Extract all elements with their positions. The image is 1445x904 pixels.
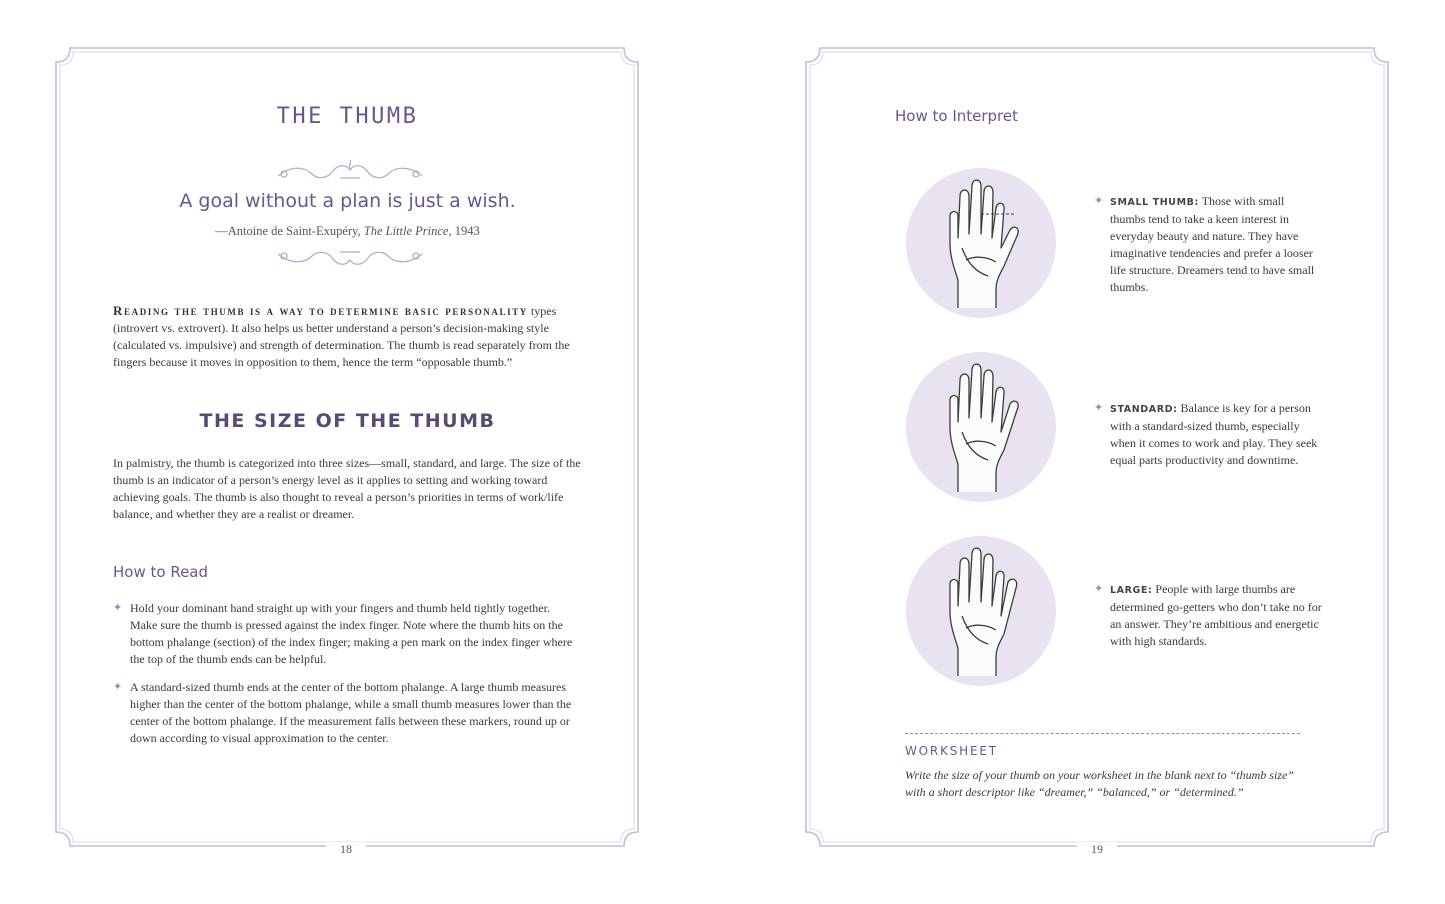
bullet-icon: ✦ bbox=[1094, 195, 1104, 207]
interp-label: STANDARD: bbox=[1110, 404, 1178, 415]
bullet-icon: ✦ bbox=[1094, 583, 1104, 595]
bullet-icon: ✦ bbox=[113, 602, 123, 614]
intro-text: types (introvert vs. extrovert). It also helps us better understand a person’s decision-making style (calculated vs. impulsive) and strength of determination. The thumb is read separately from the fingers because it moves in opposition to them, hence the term “opposable thumb.” bbox=[113, 304, 570, 369]
page-title: THE THUMB bbox=[276, 104, 419, 129]
worksheet-divider bbox=[905, 733, 1300, 734]
attribution-year: , 1943 bbox=[448, 224, 480, 238]
list-item-text: A standard-sized thumb ends at the center of the bottom phalange. A large thumb measures higher than the center of the bottom phalange, while a small thumb measures lower than the center of the bottom phalange. If the measurement falls between these markers, round up or down according to visual approximation to the center. bbox=[130, 680, 572, 745]
interp-text: People with large thumbs are determined go-getters who don’t take no for an answer. They’re ambitious and energetic with high standards. bbox=[1110, 582, 1322, 648]
bullet-icon: ✦ bbox=[113, 681, 123, 693]
size-paragraph: In palmistry, the thumb is categorized into three sizes—small, standard, and large. The size of the thumb is an indicator of a person’s energy level as it applies to setting and working toward achieving goals. The thumb is also thought to reveal a person’s priorities in terms of work/life balance, and whether they are a realist or dreamer. bbox=[113, 456, 581, 521]
list-item-text: Hold your dominant hand straight up with your fingers and thumb held tightly together. Make sure the thumb is pressed against the index finger. Note where the thumb hits on the bottom phalange (section) of the index finger; making a pen mark on the index finger where the top of the thumb ends can be helpful. bbox=[130, 601, 573, 666]
large-thumb-hand-icon bbox=[906, 536, 1056, 686]
standard-thumb-description bbox=[1094, 400, 1322, 469]
bullet-icon: ✦ bbox=[1094, 402, 1104, 414]
list-item bbox=[113, 600, 573, 668]
large-thumb-description bbox=[1094, 581, 1322, 650]
page-number: 18 bbox=[326, 842, 366, 857]
how-to-read-heading: How to Read bbox=[113, 563, 209, 581]
attribution-author: —Antoine de Saint-Exupéry, bbox=[215, 224, 364, 238]
page-number: 19 bbox=[1077, 842, 1117, 857]
attribution-work: The Little Prince bbox=[363, 224, 449, 238]
intro-lead: Reading the thumb is a way to determine basic personality bbox=[113, 303, 528, 318]
top-flourish-icon bbox=[270, 160, 430, 184]
right-page bbox=[722, 0, 1445, 904]
small-thumb-description bbox=[1094, 193, 1322, 296]
worksheet-title: WORKSHEET bbox=[905, 744, 998, 758]
interp-label: LARGE: bbox=[1110, 585, 1153, 596]
small-thumb-hand-icon bbox=[906, 168, 1056, 318]
worksheet-text: Write the size of your thumb on your worksheet in the blank next to “thumb size” with a short descriptor like “dreamer,” “balanced,” or “determined.” bbox=[905, 768, 1294, 799]
section-title: THE SIZE OF THE THUMB bbox=[199, 410, 496, 432]
bottom-flourish-icon bbox=[270, 246, 430, 270]
intro-paragraph bbox=[113, 302, 588, 371]
standard-thumb-hand-icon bbox=[906, 352, 1056, 502]
interp-label: SMALL THUMB: bbox=[1110, 197, 1199, 208]
list-item bbox=[113, 679, 573, 747]
interp-text: Those with small thumbs tend to take a keen interest in everyday beauty and nature. They have imaginative tendencies and prefer a looser life structure. Dreamers tend to have small thumbs. bbox=[1110, 194, 1315, 294]
how-to-read-list bbox=[113, 600, 573, 758]
how-to-interpret-heading: How to Interpret bbox=[895, 107, 1018, 125]
epigraph-attribution bbox=[0, 224, 695, 239]
epigraph-quote: A goal without a plan is just a wish. bbox=[179, 190, 516, 212]
interp-text: Balance is key for a person with a standard-sized thumb, especially when it comes to work and play. They seek equal parts productivity and downtime. bbox=[1110, 401, 1318, 467]
left-page bbox=[0, 0, 722, 904]
